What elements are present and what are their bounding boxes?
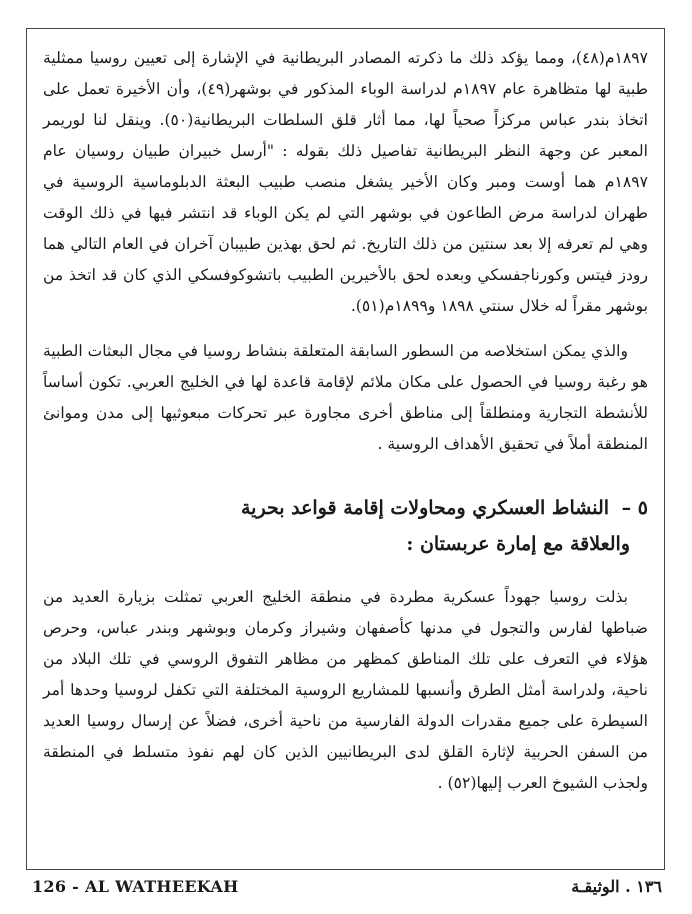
section-heading [43, 490, 648, 562]
paragraph-2: والذي يمكن استخلاصه من السطور السابقة المتعلقة بنشاط روسيا في مجال البعثات الطبية هو رغبة روسيا في الحصول على مكان ملائم لإقامة قاعدة لها في الخليج العربي. تكون أساساً للأنشطة التجارية ومنطلقاً إلى مناطق أخرى مجاورة عبر تحركات مبعوثيها إلى مدن وموانئ المنطقة أملاً في تحقيق الأهداف الروسية . [43, 342, 648, 453]
section-paragraph: بذلت روسيا جهوداً عسكرية مطردة في منطقة الخليج العربي تمثلت بزيارة العديد من ضباطها لفارس والتجول في مدنها كأصفهان وشيراز وكرمان وبوشهر وبندر عباس، وحرص هؤلاء في التعرف على تلك المناطق كمظهر من مظاهر التفوق الروسي في تلك البلاد من ناحية، ولدراسة أمثل الطرق وأنسبها للمشاريع الروسية المختلفة التي تكفل لروسيا وحدها أمر السيطرة على جميع مقدرات الدولة الفارسية من ناحية أخرى، فضلاً عن إرسال روسيا العديد من السفن الحربية لإثارة القلق لدى البريطانيين الذين كان لهم نفوذ متسلط في المنطقة ولجذب الشيوخ العرب إليها(٥٢) . [43, 588, 648, 792]
footer-page-number-latin: 126 - AL WATHEEKAH [32, 877, 239, 896]
footer-page-number-arabic: ١٣٦ . الوثيقـة [571, 877, 662, 896]
article-body [43, 43, 648, 799]
page-frame [26, 28, 665, 870]
page-footer [26, 877, 666, 903]
section-number: ٥ – [621, 497, 648, 519]
paragraph-1: ١٨٩٧م(٤٨)، ومما يؤكد ذلك ما ذكرته المصادر البريطانية في الإشارة إلى تعيين روسيا ممثلية طبية لها متظاهرة عام ١٨٩٧م لدراسة الوباء المذكور في بوشهر(٤٩)، وأن الأخيرة تعمل على اتخاذ بندر عباس مركزاً صحياً لها، مما أثار قلق السلطات البريطانية(٥٠). وينقل لنا لوريمر المعبر عن وجهة النظر البريطانية تفاصيل ذلك بقوله : "أرسل خبيران طبيان روسيان عام ١٨٩٧م هما أوست ومبر وكان الأخير يشغل منصب طبيب البعثة الدبلوماسية الروسية في طهران لدراسة مرض الطاعون في بوشهر التي لم يكن الوباء قد انتشر فيها في ذلك الوقت وهي لم تعرفه إلا بعد سنتين من ذلك التاريخ. ثم لحق بهذين طبيبان آخران في العام التالي هما رودز فيتس وكورناجفسكي وبعده لحق بالأخيرين الطبيب باتشوكوفسكي الذي كان قد اتخذ من بوشهر مقراً له خلال سنتي ١٨٩٨ و١٨٩٩م(٥١). [43, 49, 649, 315]
section-title-line-1: النشاط العسكري ومحاولات إقامة قواعد بحرية [240, 497, 610, 519]
section-title-line-2: والعلاقة مع إمارة عربستان : [406, 533, 630, 555]
